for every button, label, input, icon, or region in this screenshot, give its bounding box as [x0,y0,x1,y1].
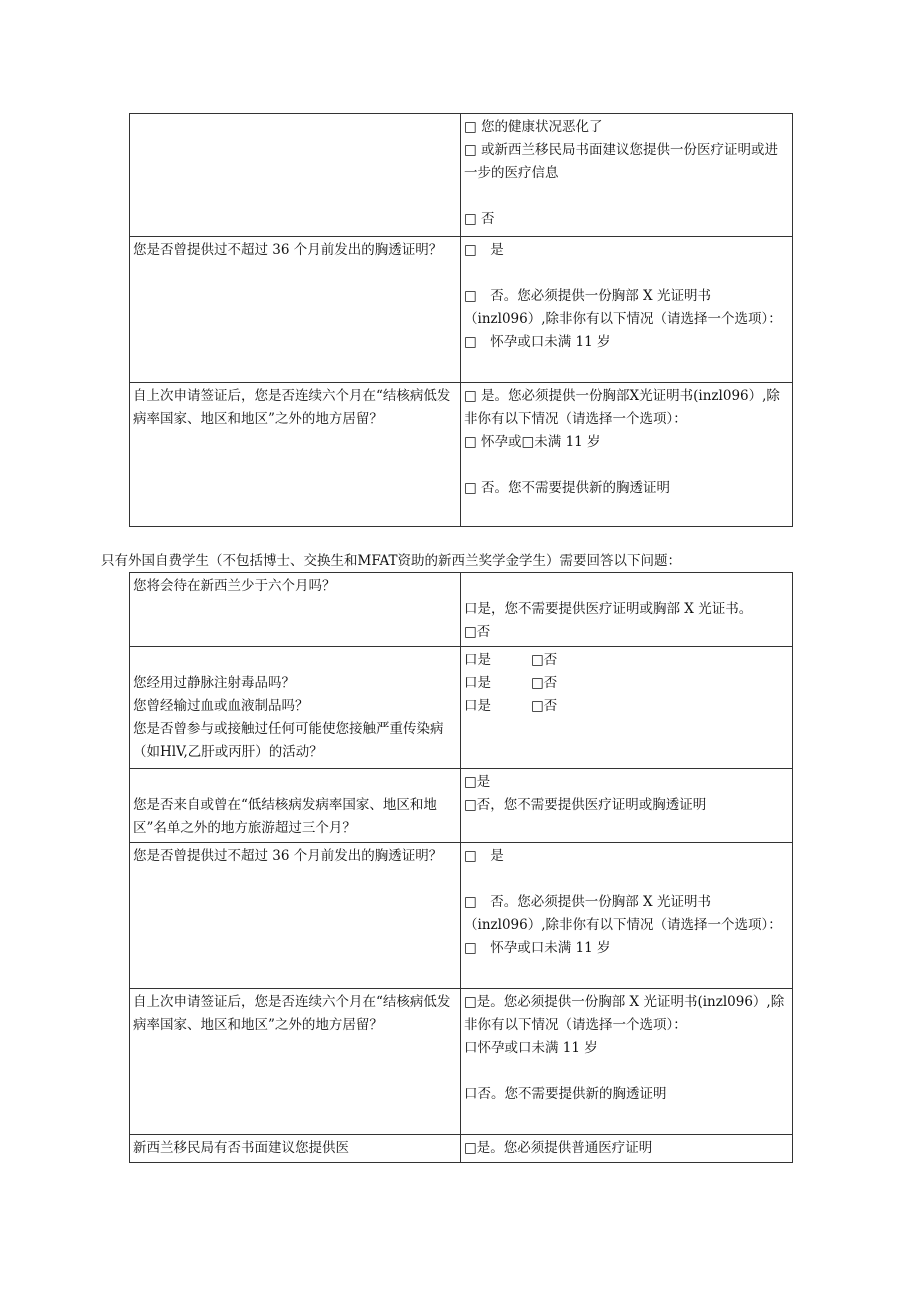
option-yes[interactable]: □ 是 [464,242,504,258]
table-row [130,647,793,769]
table-row [130,843,793,989]
option-no[interactable]: □否，您不需要提供医疗证明或胸透证明 [464,797,707,813]
option-no[interactable]: □ 否。您不需要提供新的胸透证明 [464,480,671,496]
table-row [130,383,793,527]
answer-cell [461,1135,793,1163]
question-text: 您是否曾参与或接触过任何可能使您接触严重传染病（如HlV,乙肝或丙肝）的活动？ [133,721,444,760]
question-text: 您是否曾提供过不超过 36 个月前发出的胸透证明？ [133,848,443,864]
option-yes[interactable]: 口是 [464,675,491,691]
option-no[interactable]: □否 [464,624,491,640]
option-yes[interactable]: □是。您必须提供普通医疗证明 [464,1140,653,1156]
question-cell [130,769,461,843]
question-text: 您是否曾提供过不超过 36 个月前发出的胸透证明？ [133,242,443,258]
option-no[interactable]: □ 否。您必须提供一份胸部 X 光证明书（inzl096）,除非你有以下情况（请选择一个选项）： [464,894,782,933]
option-no[interactable]: □ 否 [464,211,495,227]
answer-cell [461,843,793,989]
question-text: 您是否来自或曾在“低结核病发病率国家、地区和地区”名单之外的地方旅游超过三个月？ [133,797,437,836]
option-no[interactable]: □否 [531,675,558,691]
option-health-worsened[interactable]: □ 您的健康状况恶化了 [464,119,603,135]
yes-no-pair [464,649,789,672]
question-text: 您经用过静脉注射毒品吗？ [133,675,295,691]
option-pregnant-or-under-11[interactable]: 口怀孕或口未满 11 岁 [464,1040,598,1056]
table-row [130,237,793,383]
option-no[interactable]: □否 [531,698,558,714]
option-yes[interactable]: 口是 [464,698,491,714]
question-cell [130,647,461,769]
table-row [130,769,793,843]
option-no[interactable]: □ 否。您必须提供一份胸部 X 光证明书（inzl096）,除非你有以下情况（请选择一个选项）： [464,288,782,327]
option-yes[interactable]: □ 是。您必须提供一份胸部X光证明书(inzl096）,除非你有以下情况（请选择一个选项）： [464,388,780,427]
answer-cell [461,573,793,647]
table-row [130,573,793,647]
option-no[interactable]: □否 [531,652,558,668]
yes-no-pair [464,695,789,718]
question-cell [130,237,461,383]
question-cell [130,383,461,527]
question-text: 您将会待在新西兰少于六个月吗？ [133,578,336,594]
question-text: 自上次申请签证后，您是否连续六个月在“结核病低发病率国家、地区和地区”之外的地方居留？ [133,994,451,1033]
option-pregnant-or-under-11[interactable]: □ 怀孕或口未满 11 岁 [464,940,611,956]
table-row [130,114,793,237]
option-pregnant-or-under-11[interactable]: □ 怀孕或口未满 11 岁 [464,334,611,350]
option-inz-advised[interactable]: □ 或新西兰移民局书面建议您提供一份医疗证明或进一步的医疗信息 [464,142,779,181]
answer-cell [461,989,793,1135]
health-questions-table-1 [129,113,793,527]
table-row [130,989,793,1135]
self-funded-students-note: 只有外国自费学生（不包括博士、交换生和MFAT资助的新西兰奖学金学生）需要回答以下问题： [101,553,682,569]
health-questions-table-2 [129,572,793,1163]
option-yes[interactable]: 口是，您不需要提供医疗证明或胸部 X 光证书。 [464,601,753,617]
question-cell [130,989,461,1135]
question-cell [130,843,461,989]
question-cell [130,573,461,647]
answer-cell [461,647,793,769]
table-row [130,1135,793,1163]
answer-cell [461,114,793,237]
answer-cell [461,237,793,383]
option-pregnant-or-under-11[interactable]: □ 怀孕或□未满 11 岁 [464,434,601,450]
option-yes[interactable]: □是 [464,774,491,790]
yes-no-pair [464,672,789,695]
question-cell [130,1135,461,1163]
question-text: 新西兰移民局有否书面建议您提供医 [133,1140,349,1156]
option-yes[interactable]: □ 是 [464,848,504,864]
question-text: 自上次申请签证后，您是否连续六个月在“结核病低发病率国家、地区和地区”之外的地方居留？ [133,388,451,427]
option-yes[interactable]: 口是 [464,652,491,668]
question-cell [130,114,461,237]
option-no[interactable]: 口否。您不需要提供新的胸透证明 [464,1086,667,1102]
option-yes[interactable]: □是。您必须提供一份胸部 X 光证明书(inzl096）,除非你有以下情况（请选择一个选项）： [464,994,785,1033]
question-text: 您曾经输过血或血液制品吗？ [133,698,309,714]
answer-cell [461,383,793,527]
answer-cell [461,769,793,843]
